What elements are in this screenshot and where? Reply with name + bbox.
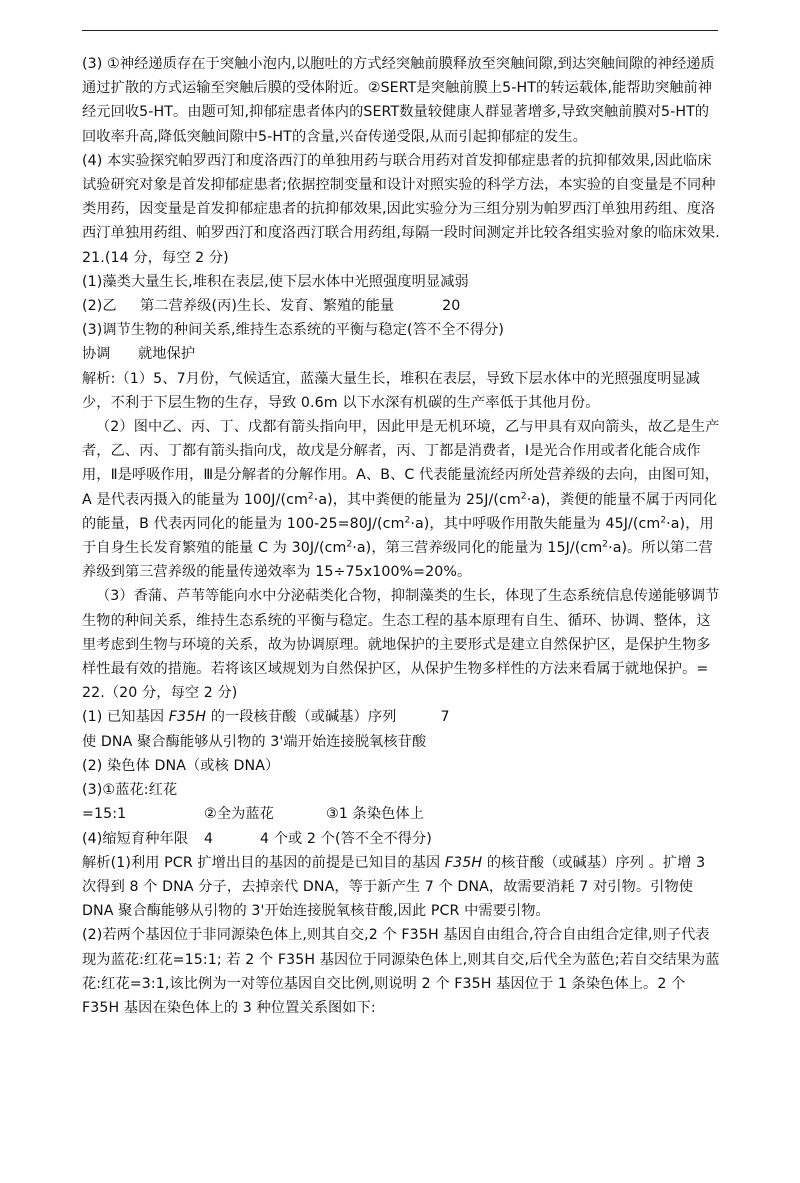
q22-answer-1b: 的一段核苷酸（或碱基）序列	[210, 709, 397, 726]
q21-explanation-2-part: ·a)，其中呼吸作用散失能量为 45J/(cm	[410, 515, 661, 532]
q22-answer-1d: 使 DNA 聚合酶能够从引物的 3'端开始连接脱氧核苷酸	[82, 733, 427, 750]
q21-explanation-2-part: ·a)。所以第二营养级到第三营养级的能量传递效率为 15÷75x100%=20%。	[82, 540, 713, 581]
q22-header: 22.（20 分，每空 2 分)	[82, 685, 238, 702]
document-body	[82, 52, 722, 1020]
q22-answer-1c: 7	[440, 709, 450, 726]
q21-header: 21.(14 分，每空 2 分)	[82, 249, 229, 266]
q22-explanation-2: (2)若两个基因位于非同源染色体上,则其自交,2 个 F35H 基因自由组合,符合自由组合定律,则子代表现为蓝花:红花=15:1; 若 2 个 F35H 基因位于同源染色体上,则其自交,后代全为蓝色;若自交结果为蓝花:红花=3:1,该比例为一对等位基因自交比例,则说明 2 个 F35H 基因位于 1 条染色体上。2 个 F35H 基因在染色体上的 3 种位置关系图如下:	[82, 927, 720, 1016]
q21-explanation-2	[82, 415, 722, 584]
q21-explanation-2-part: ·a)，其中粪便的能量为 25J/(cm	[313, 491, 521, 508]
q21-answer-2c: 20	[442, 298, 461, 315]
q22-explanation-1a: 解析(1)利用 PCR 扩增出目的基因的前提是已知目的基因	[82, 854, 441, 871]
q22-answer-2: (2) 染色体 DNA（或核 DNA）	[82, 757, 280, 774]
q21-answer-3: (3)调节生物的种间关系,维持生态系统的平衡与稳定(答不全不得分)	[82, 322, 505, 339]
q22-answer-1a: (1) 已知基因	[82, 709, 165, 726]
q21-explanation-3: （3）香蒲、芦苇等能向水中分泌萜类化合物，抑制藻类的生长，体现了生态系统信息传递能够调节生物的种间关系，维持生态系统的平衡与稳定。生态工程的基本原理有自生、循环、协调、整体，这里考虑到生物与环境的关系，故为协调原理。就地保护的主要形式是建立自然保护区，是保护生物多样性最有效的措施。若将该区域规划为自然保护区，从保护生物多样性的方法来看属于就地保护。=	[82, 588, 720, 678]
q21-explanation-1: 解析:（1）5、7月份，气候适宜，蓝藻大量生长，堆积在表层，导致下层水体中的光照强度明显减少，不利于下层生物的生存，导致 0.6m 以下水深有机碳的生产率低于其他月份。	[82, 370, 701, 411]
q22-answer-3	[82, 778, 722, 826]
q21-answer-2b: 第二营养级(丙)生长、发育、繁殖的能量	[140, 298, 395, 315]
q22-answer-3b: ②全为蓝花	[204, 806, 274, 823]
superscript: 2	[660, 515, 667, 526]
q21-explanation-2-part: ·a)，用于自身生长发育繁殖的能量 C 为 30J/(cm	[82, 515, 714, 557]
q21-answer-2a: (2)乙	[82, 298, 117, 315]
q22-answer-3a: (3)①蓝花:红花=15:1	[82, 782, 178, 823]
q22-answer-4c: 4 个或 2 个(答不全不得分)	[260, 830, 432, 847]
q22-explanation-1	[82, 851, 722, 924]
q22-answer-1	[82, 705, 722, 729]
header-rule	[82, 30, 718, 31]
q22-answer-4b: 4	[204, 830, 214, 847]
gene-name: F35H	[168, 709, 207, 726]
q21-answer-2	[82, 294, 722, 318]
q21-explanation-2-part: ·a)，第三营养级同化的能量为 15J/(cm	[352, 540, 603, 557]
q20-part3-explanation: (3) ①神经递质存在于突触小泡内,以胞吐的方式经突触前膜释放至突触间隙,到达突触间隙的神经递质通过扩散的方式运输至突触后膜的受体附近。②SERT是突触前膜上5-HT的转运载体,能帮助突触前神经元回收5-HT。由题可知,抑郁症患者体内的SERT数量较健康人群显著增多,导致突触前膜对5-HT的回收率升高,降低突触间隙中5-HT的含量,兴奋传递受限,从而引起抑郁症的发生。	[82, 56, 715, 145]
q21-answer-1: (1)藻类大量生长,堆积在表层,使下层水体中光照强度明显减弱	[82, 273, 469, 290]
q21-explanation-2-part: ·a)，粪便的能量不属于丙同化的能量，B 代表丙同化的能量为 100-25=80J/(cm	[82, 491, 718, 532]
q21-answer-3-extra	[82, 342, 722, 366]
q20-part4-explanation: (4) 本实验探究帕罗西汀和度洛西汀的单独用药与联合用药对首发抑郁症患者的抗抑郁效果,因此临床试验研究对象是首发抑郁症患者;依据控制变量和设计对照实验的科学方法，本实验的自变量是不同种类用药，因变量是首发抑郁症患者的抗抑郁效果,因此实验分为三组分别为帕罗西汀单独用药组、度洛西汀单独用药组、帕罗西汀和度洛西汀联合用药组,每隔一段时间测定并比较各组实验对象的临床效果.	[82, 152, 720, 242]
q22-explanation-1b: 的核苷酸（或碱基）序列 。扩增 3 次得到 8 个 DNA 分子，去掉亲代 DNA，等于新产生 7 个 DNA，故需要消耗 7 对引物。引物使 DNA 聚合酶能够从引物的 3'开始连接脱氧核苷酸,因此 PCR 中需要引物。	[82, 854, 706, 920]
q22-answer-4	[82, 827, 722, 851]
superscript: 2	[404, 515, 411, 526]
q21-answer-3c: 就地保护	[138, 346, 196, 363]
superscript: 2	[520, 490, 527, 501]
q22-answer-3c: ③1 条染色体上	[326, 806, 424, 823]
superscript: 2	[346, 539, 353, 550]
gene-name: F35H	[444, 854, 483, 871]
q21-explanation-2-part: （2）图中乙、丙、丁、戊都有箭头指向甲，因此甲是无机环境，乙与甲具有双向箭头，故乙是生产者，乙、丙、丁都有箭头指向戊，故戊是分解者，丙、丁都是消费者，Ⅰ是光合作用或者化能合成作用，Ⅱ是呼吸作用，Ⅲ是分解者的分解作用。A、B、C 代表能量流经丙所处营养级的去向，由图可知，A 是代表丙摄入的能量为 100J/(cm	[82, 419, 720, 508]
q22-answer-4a: (4)缩短育种年限	[82, 830, 189, 847]
superscript: 2	[307, 490, 314, 501]
superscript: 2	[602, 539, 609, 550]
q21-answer-3b: 协调	[82, 346, 111, 363]
